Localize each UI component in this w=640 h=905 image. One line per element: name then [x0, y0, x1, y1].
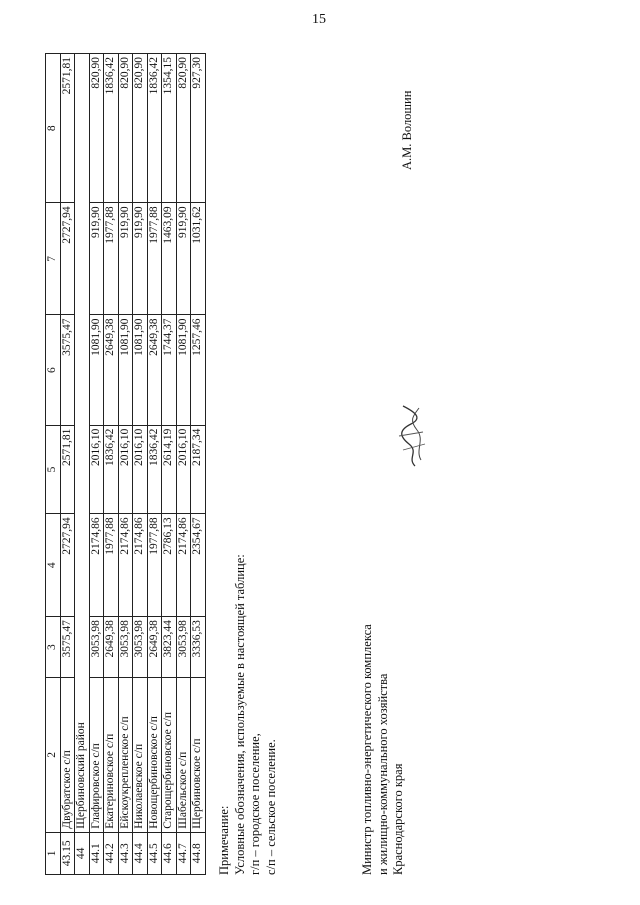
value-cell: 820,90: [133, 54, 148, 203]
row-code: 44.8: [191, 832, 206, 874]
value-cell: 3053,98: [133, 617, 148, 678]
value-cell: 2571,81: [60, 54, 75, 203]
table-row: [89, 54, 104, 875]
row-code: 44.5: [147, 832, 162, 874]
table-row: [133, 54, 148, 875]
tariff-table: [45, 53, 206, 875]
value-cell: 919,90: [133, 203, 148, 315]
value-cell: 2016,10: [176, 425, 191, 514]
column-number-cell: 7: [46, 203, 61, 315]
value-cell: 2727,94: [60, 514, 75, 617]
value-cell: 3575,47: [60, 315, 75, 425]
value-cell: 927,30: [191, 54, 206, 203]
value-cell: 820,90: [176, 54, 191, 203]
value-cell: 1081,90: [89, 315, 104, 425]
section-name: Щербиновский район: [75, 54, 90, 833]
row-code: 44.4: [133, 832, 148, 874]
value-cell: 2016,10: [89, 425, 104, 514]
value-cell: 2354,67: [191, 514, 206, 617]
minister-title-line: и жилищно-коммунального хозяйства: [375, 673, 390, 875]
value-cell: 1031,62: [191, 203, 206, 315]
row-code: 44.2: [104, 832, 119, 874]
value-cell: 1354,15: [162, 54, 177, 203]
rotated-page-content: [45, 55, 605, 875]
value-cell: 919,90: [89, 203, 104, 315]
page-number: 15: [312, 12, 326, 27]
value-cell: 2016,10: [133, 425, 148, 514]
value-cell: 3053,98: [118, 617, 133, 678]
settlement-name: Старощербиновское с/п: [162, 677, 177, 832]
value-cell: 2614,19: [162, 425, 177, 514]
value-cell: 1977,88: [147, 514, 162, 617]
value-cell: 2727,94: [60, 203, 75, 315]
signer-name: А.М. Волошин: [400, 90, 414, 170]
note-line: г/п – городское поселение,: [248, 733, 262, 875]
value-cell: 1977,88: [147, 203, 162, 315]
column-number-cell: 5: [46, 425, 61, 514]
value-cell: 1977,88: [104, 203, 119, 315]
value-cell: 919,90: [118, 203, 133, 315]
table-section-row: [75, 54, 90, 875]
value-cell: 1744,37: [162, 315, 177, 425]
value-cell: 3053,98: [176, 617, 191, 678]
value-cell: 1836,42: [147, 54, 162, 203]
value-cell: 3336,53: [191, 617, 206, 678]
value-cell: 919,90: [176, 203, 191, 315]
settlement-name: Ейскоукрепленское с/п: [118, 677, 133, 832]
note-line: с/п – сельское поселение.: [263, 739, 278, 875]
column-number-cell: 4: [46, 514, 61, 617]
value-cell: 3575,47: [60, 617, 75, 678]
row-code: 44.3: [118, 832, 133, 874]
table-row: [104, 54, 119, 875]
settlement-name: Николаевское с/п: [133, 677, 148, 832]
note-title: Примечание:: [217, 805, 231, 875]
column-number-cell: 3: [46, 617, 61, 678]
value-cell: 2649,38: [147, 617, 162, 678]
value-cell: 820,90: [89, 54, 104, 203]
value-cell: 2187,34: [191, 425, 206, 514]
table-row: [118, 54, 133, 875]
value-cell: 1836,42: [147, 425, 162, 514]
value-cell: 3053,98: [89, 617, 104, 678]
column-number-cell: 6: [46, 315, 61, 425]
row-code: 44: [75, 832, 90, 874]
settlement-name: Новощербиновское с/п: [147, 677, 162, 832]
table-row: [60, 54, 75, 875]
value-cell: 2786,13: [162, 514, 177, 617]
value-cell: 2174,86: [89, 514, 104, 617]
value-cell: 2174,86: [133, 514, 148, 617]
note-block: [217, 554, 279, 875]
value-cell: 1836,42: [104, 425, 119, 514]
settlement-name: Двубратское с/п: [60, 677, 75, 832]
value-cell: 2649,38: [104, 315, 119, 425]
table-row: [147, 54, 162, 875]
value-cell: 2571,81: [60, 425, 75, 514]
value-cell: 1081,90: [118, 315, 133, 425]
value-cell: 1081,90: [176, 315, 191, 425]
column-number-cell: 2: [46, 677, 61, 832]
value-cell: 1836,42: [104, 54, 119, 203]
row-code: 44.1: [89, 832, 104, 874]
settlement-name: Щербиновское с/п: [191, 677, 206, 832]
value-cell: 3823,44: [162, 617, 177, 678]
settlement-name: Екатериновское с/п: [104, 677, 119, 832]
value-cell: 1081,90: [133, 315, 148, 425]
row-code: 44.6: [162, 832, 177, 874]
minister-title-line: Министр топливно-энергетического комплекса: [360, 624, 374, 875]
note-line: Условные обозначения, используемые в настоящей таблице:: [232, 554, 247, 875]
table-row: [191, 54, 206, 875]
table-header-row: [46, 54, 61, 875]
column-number-cell: 8: [46, 54, 61, 203]
value-cell: 1463,09: [162, 203, 177, 315]
value-cell: 2174,86: [118, 514, 133, 617]
value-cell: 820,90: [118, 54, 133, 203]
value-cell: 2016,10: [118, 425, 133, 514]
settlement-name: Глафировское с/п: [89, 677, 104, 832]
settlement-name: Шабельское с/п: [176, 677, 191, 832]
value-cell: 1257,46: [191, 315, 206, 425]
value-cell: 1977,88: [104, 514, 119, 617]
minister-title: [360, 624, 407, 875]
minister-title-line: Краснодарского края: [391, 763, 405, 875]
value-cell: 2174,86: [176, 514, 191, 617]
value-cell: 2649,38: [104, 617, 119, 678]
table-row: [162, 54, 177, 875]
row-code: 44.7: [176, 832, 191, 874]
row-code: 43.15: [60, 832, 75, 874]
column-number-cell: 1: [46, 832, 61, 874]
table-row: [176, 54, 191, 875]
value-cell: 2649,38: [147, 315, 162, 425]
handwritten-signature: [385, 400, 433, 470]
